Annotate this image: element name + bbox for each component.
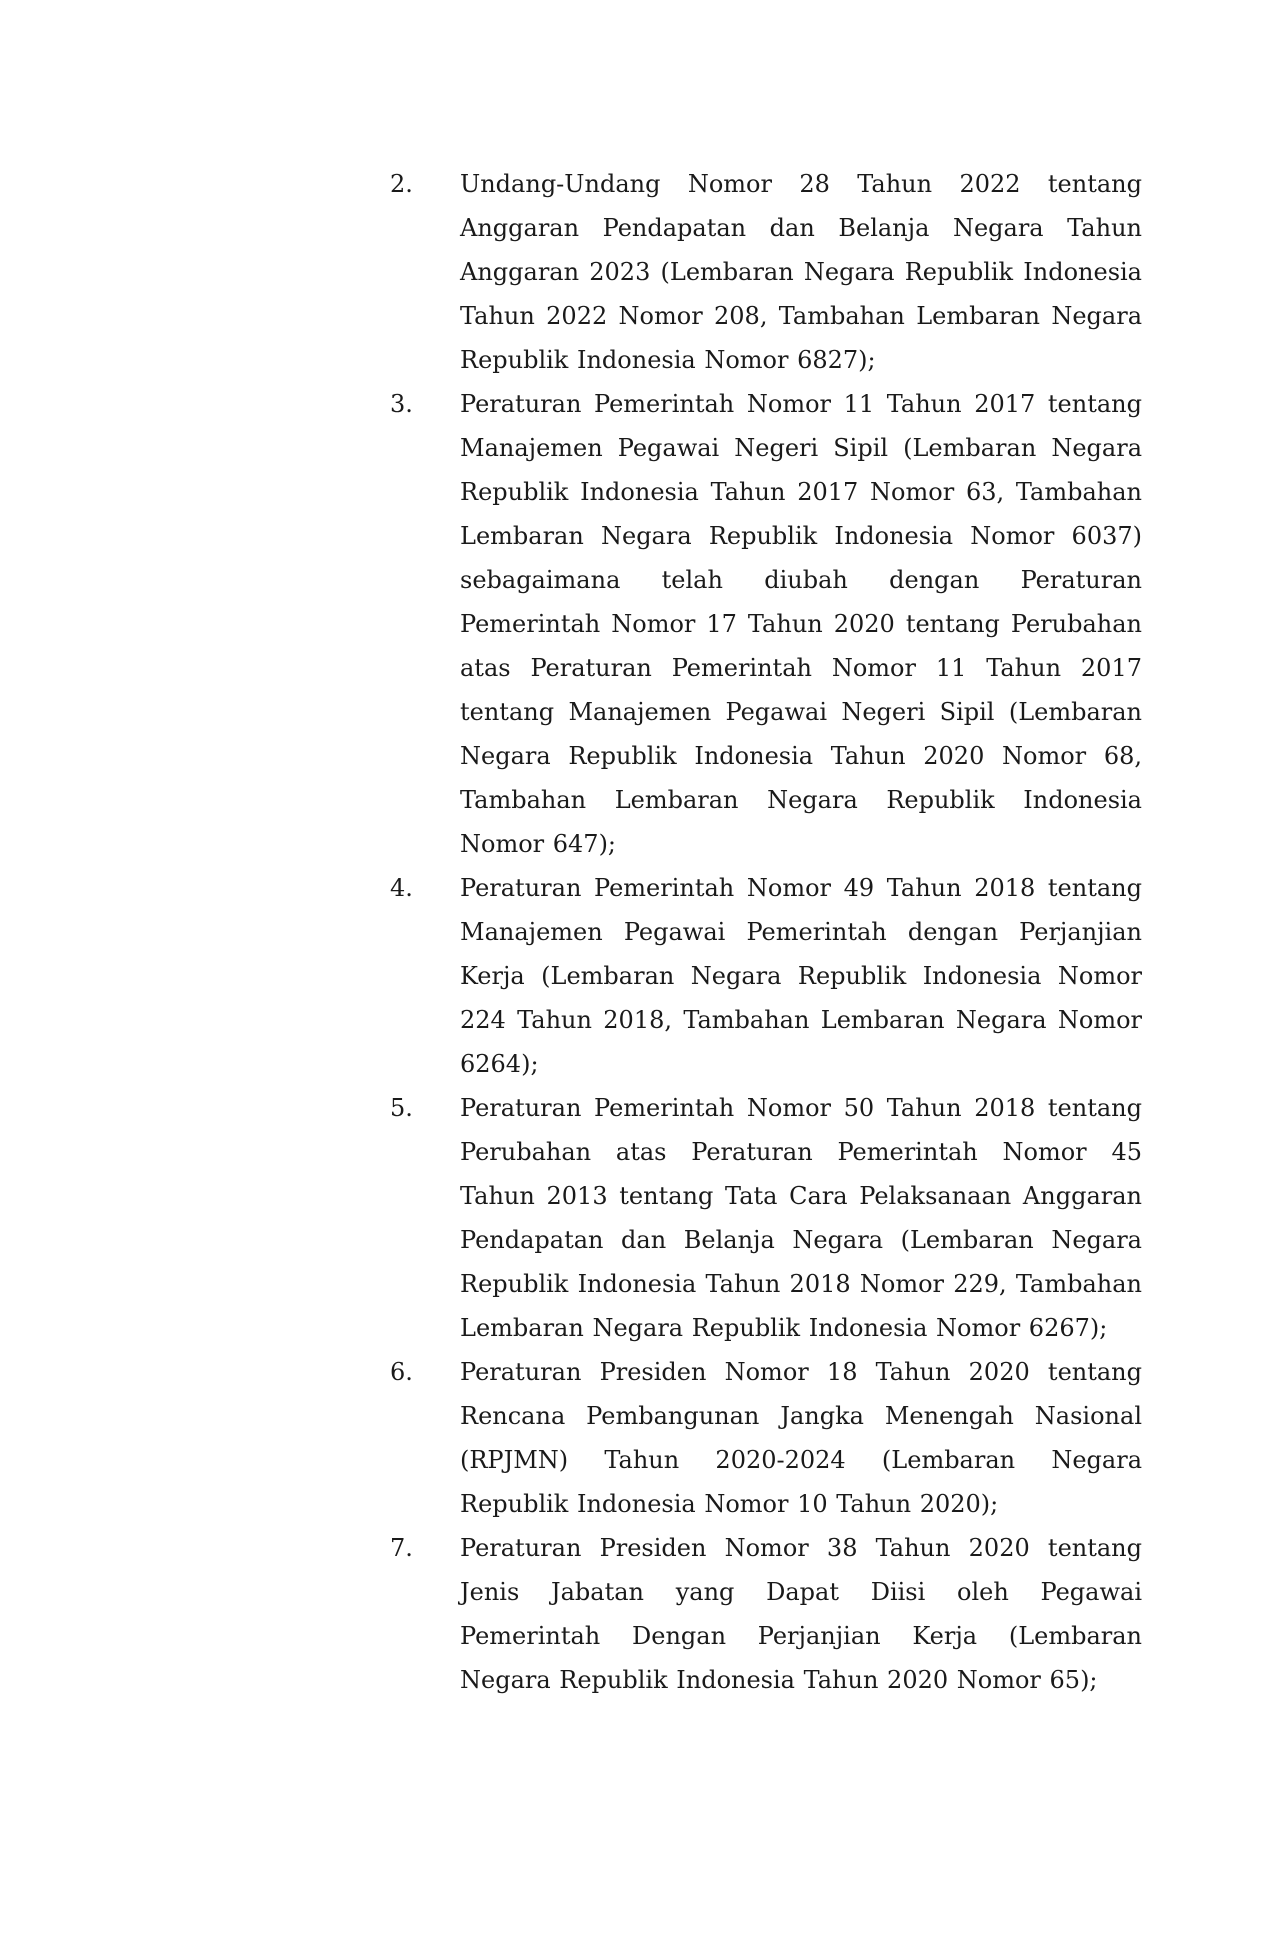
list-item: [390, 1350, 1142, 1526]
list-item: [390, 1086, 1142, 1350]
list-item: [390, 866, 1142, 1086]
list-item-text: Peraturan Pemerintah Nomor 49 Tahun 2018 tentang Manajemen Pegawai Pemerintah dengan Perjanjian Kerja (Lembaran Negara Republik Indonesia Nomor 224 Tahun 2018, Tambahan Lembaran Negara Nomor 6264);: [460, 874, 1142, 1078]
list-item: [390, 162, 1142, 382]
list-item: [390, 1526, 1142, 1702]
list-item-text: Peraturan Presiden Nomor 38 Tahun 2020 tentang Jenis Jabatan yang Dapat Diisi oleh Pegawai Pemerintah Dengan Perjanjian Kerja (Lembaran Negara Republik Indonesia Tahun 2020 Nomor 65);: [460, 1534, 1142, 1694]
list-item: [390, 382, 1142, 866]
list-item-number: 6.: [390, 1358, 413, 1386]
list-item-text: Peraturan Presiden Nomor 18 Tahun 2020 tentang Rencana Pembangunan Jangka Menengah Nasional (RPJMN) Tahun 2020-2024 (Lembaran Negara Republik Indonesia Nomor 10 Tahun 2020);: [460, 1358, 1142, 1518]
list-item-number: 2.: [390, 170, 413, 198]
list-item-number: 4.: [390, 874, 413, 902]
list-item-text: Peraturan Pemerintah Nomor 11 Tahun 2017 tentang Manajemen Pegawai Negeri Sipil (Lembaran Negara Republik Indonesia Tahun 2017 Nomor 63, Tambahan Lembaran Negara Republik Indonesia Nomor 6037) sebagaimana telah diubah dengan Peraturan Pemerintah Nomor 17 Tahun 2020 tentang Perubahan atas Peraturan Pemerintah Nomor 11 Tahun 2017 tentang Manajemen Pegawai Negeri Sipil (Lembaran Negara Republik Indonesia Tahun 2020 Nomor 68, Tambahan Lembaran Negara Republik Indonesia Nomor 647);: [460, 390, 1142, 858]
list-item-number: 5.: [390, 1094, 413, 1122]
list-item-number: 7.: [390, 1534, 413, 1562]
list-item-number: 3.: [390, 390, 413, 418]
legal-basis-list: [390, 162, 1142, 1702]
list-item-text: Undang-Undang Nomor 28 Tahun 2022 tentang Anggaran Pendapatan dan Belanja Negara Tahun Anggaran 2023 (Lembaran Negara Republik Indonesia Tahun 2022 Nomor 208, Tambahan Lembaran Negara Republik Indonesia Nomor 6827);: [460, 170, 1142, 374]
list-item-text: Peraturan Pemerintah Nomor 50 Tahun 2018 tentang Perubahan atas Peraturan Pemerintah Nomor 45 Tahun 2013 tentang Tata Cara Pelaksanaan Anggaran Pendapatan dan Belanja Negara (Lembaran Negara Republik Indonesia Tahun 2018 Nomor 229, Tambahan Lembaran Negara Republik Indonesia Nomor 6267);: [460, 1094, 1142, 1342]
